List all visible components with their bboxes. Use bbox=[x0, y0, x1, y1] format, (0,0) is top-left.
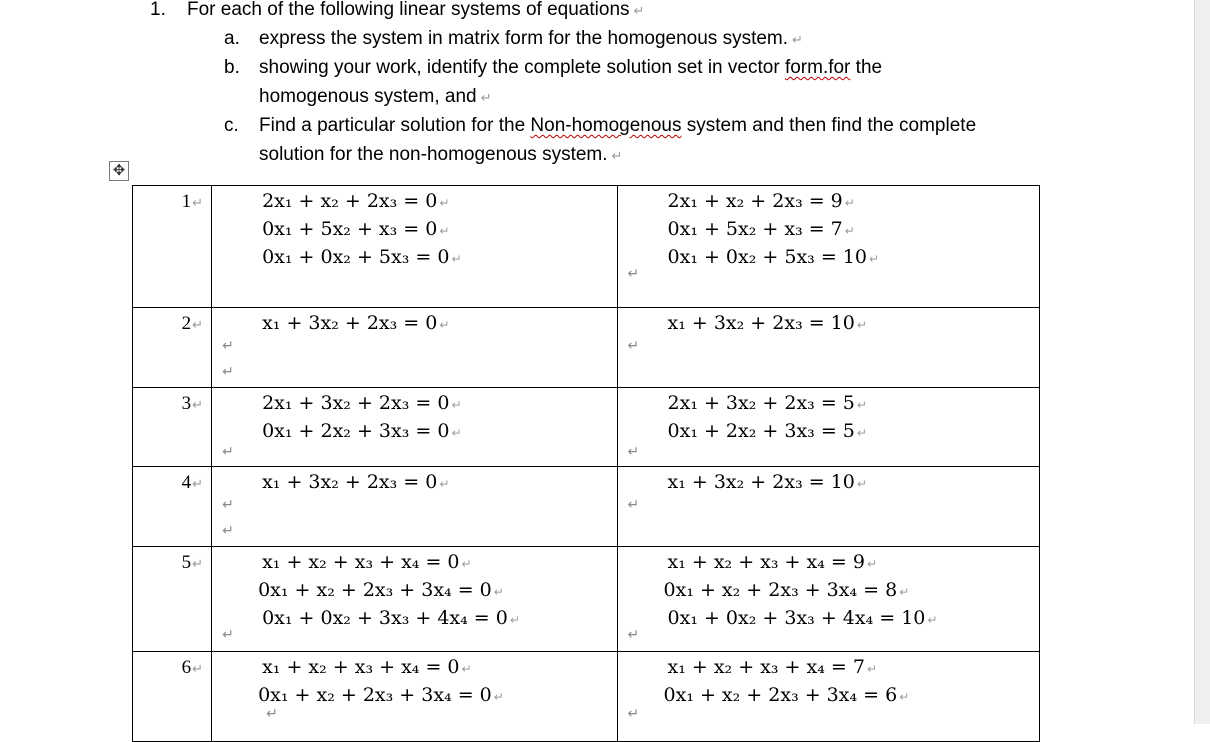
equation: x₁ + x₂ + x₃ + x₄ = 7 ↵ bbox=[667, 656, 877, 678]
equation-list bbox=[668, 390, 867, 446]
equation-list bbox=[262, 310, 449, 338]
equation: 2x₁ + 3x₂ + 2x₃ = 5 ↵ bbox=[667, 392, 867, 414]
row-number: 1↵ bbox=[181, 191, 204, 212]
equation: 0x₁ + 2x₂ + 3x₃ = 5 ↵ bbox=[667, 420, 867, 442]
row-number: 3↵ bbox=[181, 393, 204, 414]
row-number: 5↵ bbox=[181, 552, 204, 573]
part-a-label: a. bbox=[224, 28, 240, 49]
row-number-cell[interactable] bbox=[133, 467, 212, 547]
equation: 2x₁ + 3x₂ + 2x₃ = 0 ↵ bbox=[262, 392, 462, 414]
equation: 0x₁ + 0x₂ + 5x₃ = 0 ↵ bbox=[262, 246, 462, 268]
part-c-label: c. bbox=[224, 115, 239, 136]
homogeneous-cell[interactable] bbox=[212, 186, 617, 308]
spellcheck-flag[interactable]: Non-homogenous bbox=[530, 115, 682, 136]
equation: 0x₁ + 5x₂ + x₃ = 7 ↵ bbox=[667, 218, 855, 240]
row-number-cell[interactable] bbox=[133, 186, 212, 308]
systems-table[interactable] bbox=[132, 185, 1040, 742]
cell-end-mark: ↵ bbox=[627, 444, 640, 460]
equation: 0x₁ + 0x₂ + 5x₃ = 10 ↵ bbox=[667, 246, 880, 268]
paragraph-mark: ↵ bbox=[222, 497, 234, 513]
homogeneous-cell[interactable] bbox=[212, 308, 617, 388]
vertical-scrollbar[interactable] bbox=[1194, 0, 1210, 724]
equation: 0x₁ + 5x₂ + x₃ = 0 ↵ bbox=[262, 218, 450, 240]
part-b-text-line2: homogenous system, and ↵ bbox=[259, 86, 492, 107]
equation-list bbox=[258, 654, 504, 710]
homogeneous-cell[interactable] bbox=[212, 467, 617, 547]
paragraph-mark: ↵ bbox=[222, 338, 234, 354]
part-b-text-line1: showing your work, identify the complete solution set in vector form.for the bbox=[259, 57, 883, 78]
equation: x₁ + 3x₂ + 2x₃ = 0 ↵ bbox=[262, 471, 450, 493]
equation: 0x₁ + x₂ + 2x₃ + 3x₄ = 6 ↵ bbox=[663, 684, 910, 706]
equation: 0x₁ + x₂ + 2x₃ + 3x₄ = 0 ↵ bbox=[258, 684, 504, 706]
table-row bbox=[133, 467, 1040, 547]
equation: 0x₁ + 2x₂ + 3x₃ = 0 ↵ bbox=[262, 420, 462, 442]
row-number-cell[interactable] bbox=[133, 308, 212, 388]
cell-end-mark: ↵ bbox=[222, 627, 234, 643]
cell-end-mark: ↵ bbox=[627, 706, 640, 722]
equation-list bbox=[668, 188, 880, 272]
equation-list bbox=[664, 654, 910, 710]
cell-end-mark: ↵ bbox=[627, 627, 640, 643]
equation-list bbox=[262, 469, 449, 497]
equation-list bbox=[262, 188, 461, 272]
cell-end-mark: ↵ bbox=[222, 523, 234, 539]
question-number: 1. bbox=[150, 0, 166, 20]
homogeneous-cell[interactable] bbox=[212, 652, 617, 742]
equation-list bbox=[664, 549, 938, 633]
table-row bbox=[133, 308, 1040, 388]
row-number-cell[interactable] bbox=[133, 547, 212, 652]
equation: x₁ + x₂ + x₃ + x₄ = 0 ↵ bbox=[262, 656, 472, 678]
part-c-text-line1: Find a particular solution for the Non-homogenous system and then find the complete bbox=[259, 115, 977, 136]
equation: x₁ + 3x₂ + 2x₃ = 10 ↵ bbox=[667, 471, 867, 493]
part-b-label: b. bbox=[224, 57, 240, 78]
equation-list bbox=[668, 469, 867, 497]
equation-list bbox=[262, 390, 461, 446]
table-row bbox=[133, 388, 1040, 467]
equation-list bbox=[668, 310, 867, 338]
equation: 0x₁ + x₂ + 2x₃ + 3x₄ = 8 ↵ bbox=[663, 579, 910, 601]
equation: 2x₁ + x₂ + 2x₃ = 9 ↵ bbox=[667, 190, 855, 212]
equation: x₁ + 3x₂ + 2x₃ = 0 ↵ bbox=[262, 312, 450, 334]
table-row bbox=[133, 186, 1040, 308]
homogeneous-cell[interactable] bbox=[212, 388, 617, 467]
equation: 0x₁ + 0x₂ + 3x₃ + 4x₄ = 10 ↵ bbox=[667, 607, 938, 629]
row-number-cell[interactable] bbox=[133, 652, 212, 742]
row-number: 6↵ bbox=[181, 657, 204, 678]
nonhomogeneous-cell[interactable] bbox=[617, 388, 1039, 467]
nonhomogeneous-cell[interactable] bbox=[617, 652, 1039, 742]
equation: x₁ + 3x₂ + 2x₃ = 10 ↵ bbox=[667, 312, 867, 334]
paragraph-mark: ↵ bbox=[266, 706, 278, 722]
part-a-text: express the system in matrix form for the homogenous system. ↵ bbox=[259, 28, 803, 49]
nonhomogeneous-cell[interactable] bbox=[617, 186, 1039, 308]
table-row bbox=[133, 652, 1040, 742]
cell-end-mark: ↵ bbox=[627, 266, 640, 282]
nonhomogeneous-cell[interactable] bbox=[617, 547, 1039, 652]
equation: 0x₁ + 0x₂ + 3x₃ + 4x₄ = 0 ↵ bbox=[262, 607, 520, 629]
table-row bbox=[133, 547, 1040, 652]
equation-list bbox=[258, 549, 520, 633]
cell-end-mark: ↵ bbox=[627, 497, 640, 513]
nonhomogeneous-cell[interactable] bbox=[617, 467, 1039, 547]
equation: 0x₁ + x₂ + 2x₃ + 3x₄ = 0 ↵ bbox=[258, 579, 504, 601]
equation: x₁ + x₂ + x₃ + x₄ = 9 ↵ bbox=[667, 551, 877, 573]
row-number-cell[interactable] bbox=[133, 388, 212, 467]
move-arrows-icon[interactable]: ✥ bbox=[109, 161, 129, 181]
row-number: 4↵ bbox=[181, 472, 204, 493]
row-number: 2↵ bbox=[181, 313, 204, 334]
equation: x₁ + x₂ + x₃ + x₄ = 0 ↵ bbox=[262, 551, 472, 573]
part-c-text-line2: solution for the non-homogenous system. ↵ bbox=[259, 144, 623, 165]
cell-end-mark: ↵ bbox=[222, 444, 234, 460]
question-text: For each of the following linear systems of equations ↵ bbox=[187, 0, 645, 20]
cell-end-mark: ↵ bbox=[222, 364, 234, 380]
nonhomogeneous-cell[interactable] bbox=[617, 308, 1039, 388]
equation: 2x₁ + x₂ + 2x₃ = 0 ↵ bbox=[262, 190, 450, 212]
homogeneous-cell[interactable] bbox=[212, 547, 617, 652]
spellcheck-flag[interactable]: form.for bbox=[784, 57, 851, 78]
cell-end-mark: ↵ bbox=[627, 338, 640, 354]
